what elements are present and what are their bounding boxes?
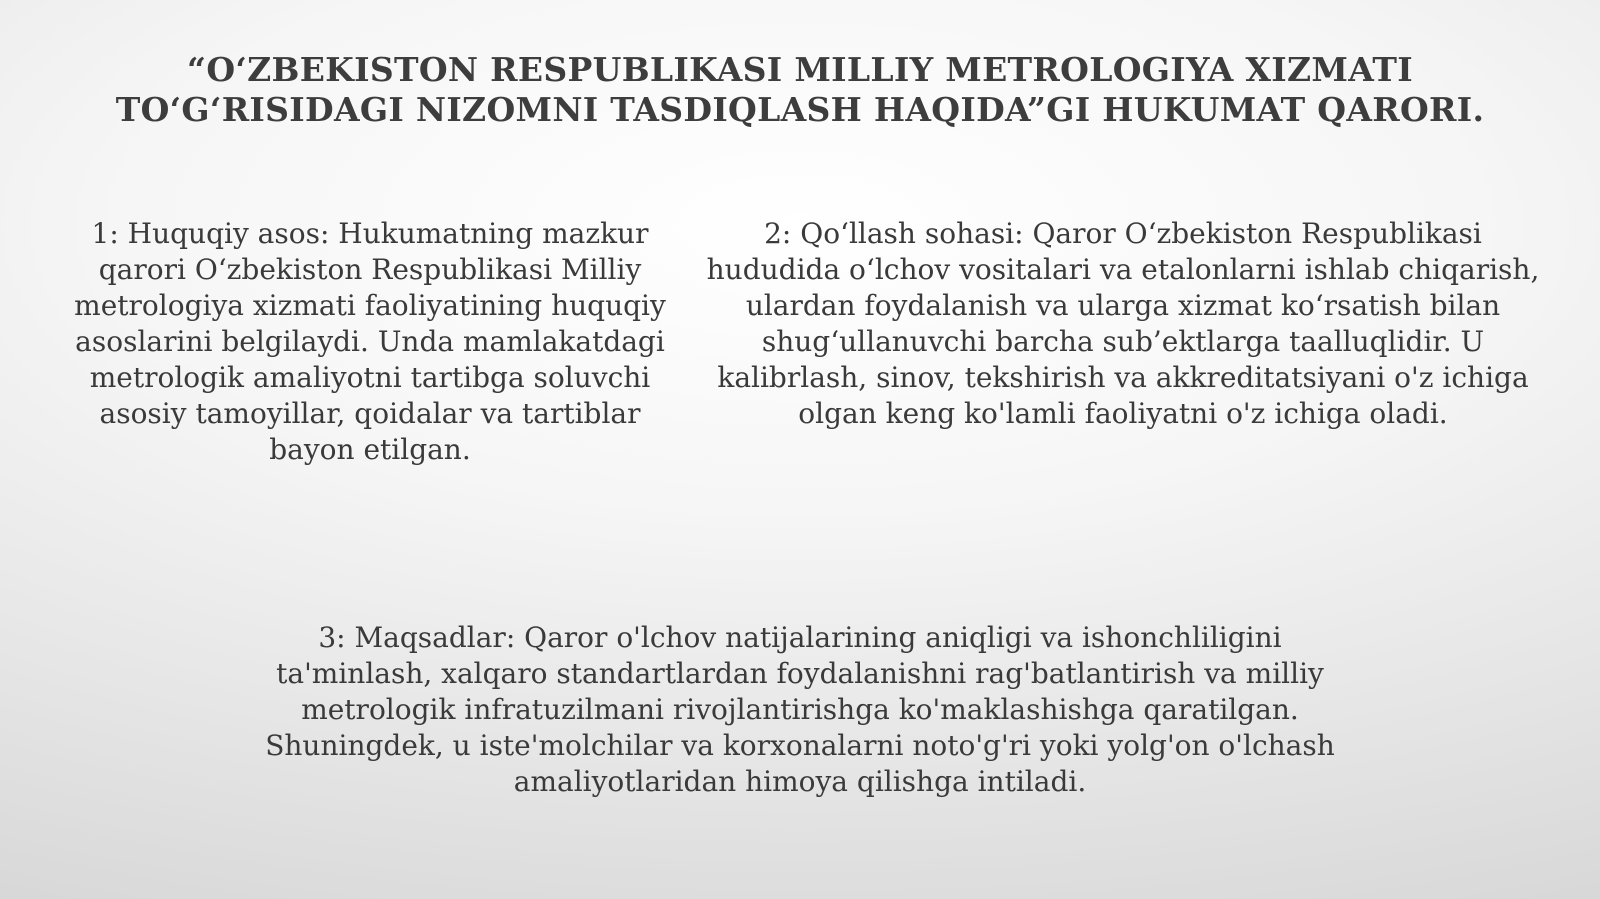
text-block-scope: 2: Qo‘llash sohasi: Qaror O‘zbekiston Respublikasi hududida o‘lchov vositalari va etalonlarni ishlab chiqarish, ulardan foydalanish va ularga xizmat ko‘rsatish bilan shug‘ullanuvchi barcha sub’ektlarga taalluqlidir. U kalibrlash, sinov, tekshirish va akkreditatsiyani o'z ichiga olgan keng ko'lamli faoliyatni o'z ichiga oladi. <box>706 217 1540 430</box>
slide-title: “O‘ZBEKISTON RESPUBLIKASI MILLIY METROLOGIYA XIZMATI TO‘G‘RISIDAGI NIZOMNI TASDIQLASH HAQIDA”GI HUKUMAT QARORI. <box>115 50 1485 129</box>
text-block-objectives: 3: Maqsadlar: Qaror o'lchov natijalarining aniqligi va ishonchliligini ta'minlash, xalqaro standartlardan foydalanishni rag'batlantirish va milliy metrologik infratuzilmani rivojlantirishga ko'maklashishga qaratilgan. Shuningdek, u iste'molchilar va korxonalarni noto'g'ri yoki yolg'on o'lchash amaliyotlaridan himoya qilishga intiladi. <box>265 621 1335 798</box>
text-block-legal-basis: 1: Huquqiy asos: Hukumatning mazkur qarori O‘zbekiston Respublikasi Milliy metrologiya xizmati faoliyatining huquqiy asoslarini belgilaydi. Unda mamlakatdagi metrologik amaliyotni tartibga soluvchi asosiy tamoyillar, qoidalar va tartiblar bayon etilgan. <box>74 217 666 466</box>
